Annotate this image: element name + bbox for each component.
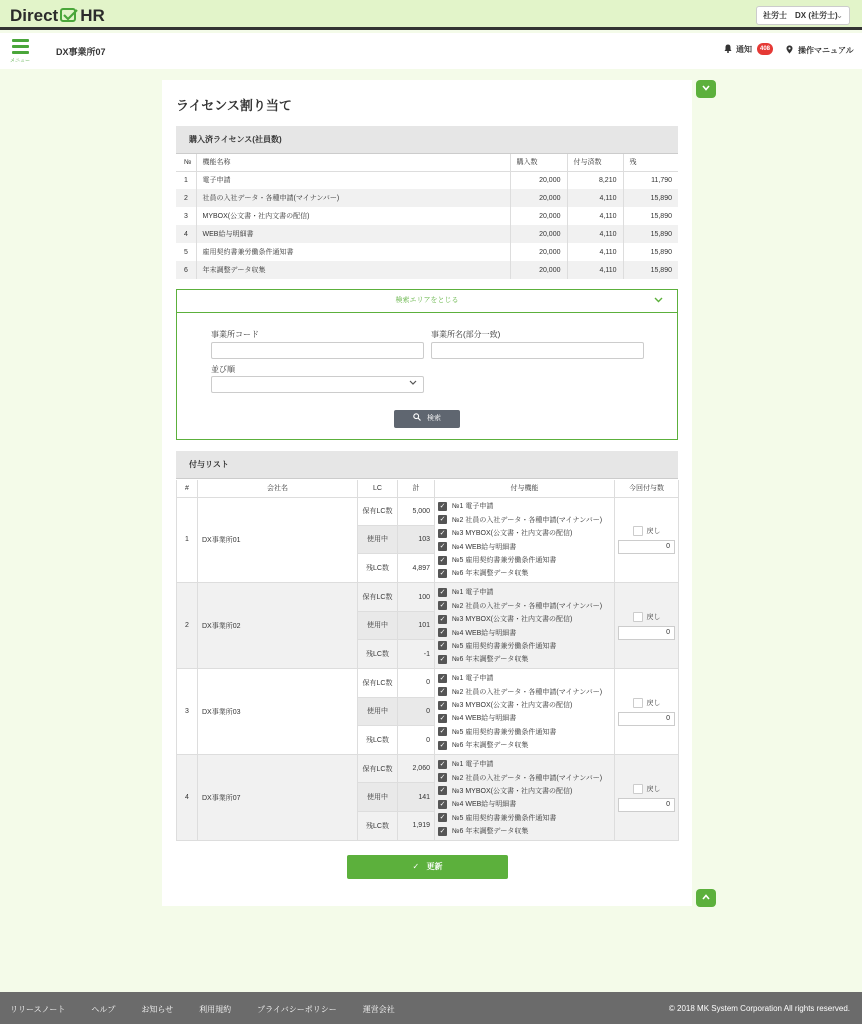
function-label: №1 電子申請 — [452, 589, 494, 597]
function-checkbox-item[interactable] — [438, 712, 612, 725]
function-label: №5 雇用契約書兼労働条件通知書 — [452, 814, 557, 822]
cell-company-name: DX事業所03 — [198, 669, 358, 755]
cell-granted: 4,110 — [567, 189, 623, 207]
footer-link-terms[interactable]: 利用規約 — [199, 1005, 232, 1014]
cell-index: 4 — [177, 755, 198, 841]
checkbox-checked-icon[interactable]: ✓ — [439, 655, 446, 663]
checkbox-unchecked-icon[interactable] — [633, 526, 643, 536]
hamburger-icon-bar — [12, 45, 29, 48]
scroll-top-button[interactable] — [696, 889, 716, 907]
user-role-select[interactable] — [756, 6, 850, 25]
grant-qty-input[interactable]: 0 — [618, 540, 675, 554]
footer — [0, 992, 862, 1024]
function-checkbox-item[interactable] — [438, 685, 612, 698]
lc-held-label: 保有LC数 — [358, 583, 397, 611]
cell-lc-labels — [358, 669, 398, 755]
function-checkbox-item[interactable] — [438, 653, 612, 666]
checkbox-checked-icon[interactable]: ✓ — [439, 642, 446, 650]
function-checkbox-item[interactable] — [438, 757, 612, 770]
function-label: №4 WEB給与明細書 — [452, 801, 517, 809]
cell-function-name: 雇用契約書兼労働条件通知書 — [196, 243, 510, 261]
cell-index: 2 — [177, 583, 198, 669]
cell-grant-qty — [615, 583, 679, 669]
logo-text-right: HR — [80, 6, 105, 25]
cell-no: 3 — [184, 212, 188, 220]
checkbox-unchecked-icon[interactable] — [633, 612, 643, 622]
table-row — [177, 669, 679, 755]
cell-granted: 4,110 — [567, 207, 623, 225]
search-button-label: 検索 — [426, 415, 441, 422]
cell-functions — [435, 669, 615, 755]
user-role-label: 社労士 DX (社労士) — [763, 11, 838, 20]
footer-links — [10, 1004, 421, 1015]
collapse-down-button[interactable] — [696, 80, 716, 98]
col-index: # — [177, 480, 198, 497]
grant-section-heading: 付与リスト — [176, 451, 678, 479]
checkbox-checked-icon[interactable]: ✓ — [439, 760, 446, 768]
lc-remain-label: 残LC数 — [366, 822, 389, 830]
function-checkbox-item[interactable] — [438, 500, 612, 513]
cell-functions — [435, 497, 615, 583]
cell-grant-qty — [615, 669, 679, 755]
function-label: №1 電子申請 — [452, 675, 494, 683]
lc-remain-value: 1,919 — [412, 822, 430, 830]
lc-remain-value: 4,897 — [412, 564, 430, 572]
cell-granted: 4,110 — [567, 243, 623, 261]
checkbox-checked-icon[interactable]: ✓ — [439, 569, 446, 577]
cell-index: 3 — [177, 669, 198, 755]
function-checkbox-item[interactable] — [438, 824, 612, 837]
update-button[interactable] — [347, 855, 508, 879]
office-name-label: 事業所名(部分一致) — [431, 330, 501, 339]
lc-held-label: 保有LC数 — [358, 669, 397, 697]
checkbox-checked-icon[interactable]: ✓ — [439, 827, 446, 835]
col-grant-qty: 今回付与数 — [615, 480, 679, 497]
cell-remaining: 15,890 — [623, 243, 678, 261]
table-row — [177, 497, 679, 583]
checkbox-checked-icon[interactable]: ✓ — [439, 556, 446, 564]
return-label: 戻し — [646, 699, 661, 707]
hamburger-icon-bar — [12, 51, 29, 54]
table-row — [177, 583, 679, 669]
current-office-name: DX事業所07 — [56, 47, 106, 57]
function-checkbox-item[interactable] — [438, 639, 612, 652]
copyright: © 2018 MK System Corporation All rights reserved. — [668, 1004, 850, 1013]
sort-label: 並び順 — [211, 365, 235, 374]
cell-no: 2 — [176, 189, 196, 207]
manual-link[interactable] — [786, 45, 854, 56]
page-title: ライセンス割り当て — [176, 98, 292, 113]
col-granted: 付与済数 — [567, 154, 623, 171]
lc-held-label: 保有LC数 — [358, 498, 397, 526]
logo-text-left: Direct — [10, 6, 59, 25]
cell-functions — [435, 755, 615, 841]
chevron-down-icon — [654, 290, 663, 312]
search-icon — [413, 416, 423, 423]
lc-held-label: 保有LC数 — [358, 755, 397, 783]
return-checkbox[interactable] — [618, 612, 675, 622]
cell-company-name: DX事業所01 — [198, 497, 358, 583]
lc-held-value: 0 — [398, 669, 434, 697]
lc-held-value: 100 — [398, 583, 434, 611]
cell-remaining: 15,890 — [623, 207, 678, 225]
footer-link-company[interactable]: 運営会社 — [362, 1005, 395, 1014]
map-pin-icon — [786, 45, 793, 56]
return-checkbox[interactable] — [618, 698, 675, 708]
return-checkbox[interactable] — [618, 526, 675, 536]
checkbox-checked-icon[interactable]: ✓ — [439, 688, 446, 696]
hamburger-icon — [12, 39, 29, 42]
function-label: №3 MYBOX(公文書・社内文書の配信) — [452, 530, 573, 538]
cell-remaining: 15,890 — [623, 189, 678, 207]
lc-used-value: 141 — [398, 783, 434, 811]
function-label: №6 年末調整データ収集 — [452, 656, 529, 664]
cell-grant-qty — [615, 755, 679, 841]
checkbox-checked-icon[interactable]: ✓ — [439, 615, 446, 623]
function-checkbox-item[interactable] — [438, 725, 612, 738]
cell-company-name: DX事業所07 — [198, 755, 358, 841]
cell-remaining: 11,790 — [623, 171, 678, 189]
checkbox-checked-icon[interactable]: ✓ — [439, 502, 446, 510]
checkbox-checked-icon[interactable]: ✓ — [439, 728, 446, 736]
cell-lc-totals — [398, 583, 435, 669]
lc-used-label: 使用中 — [358, 612, 397, 640]
function-label: №2 社員の入社データ・各種申請(マイナンバー) — [452, 688, 603, 696]
cell-functions — [435, 583, 615, 669]
lc-used-value: 103 — [398, 526, 434, 554]
chevron-down-icon: ⌄ — [836, 11, 843, 20]
cell-lc-totals — [398, 669, 435, 755]
lc-used-label: 使用中 — [358, 526, 397, 554]
checkbox-checked-icon[interactable]: ✓ — [439, 714, 446, 722]
function-checkbox-item[interactable] — [438, 567, 612, 580]
logo-mark-icon — [60, 8, 78, 24]
function-label: №5 雇用契約書兼労働条件通知書 — [452, 728, 557, 736]
chevron-up-icon — [702, 892, 710, 903]
cell-granted: 4,110 — [567, 261, 623, 279]
bell-icon — [724, 44, 732, 55]
menu-label: メニュー — [10, 58, 31, 64]
function-label: №1 電子申請 — [452, 503, 494, 511]
cell-purchased: 20,000 — [510, 225, 567, 243]
cell-grant-qty — [615, 497, 679, 583]
grant-table-header — [177, 480, 679, 497]
manual-label: 操作マニュアル — [798, 46, 854, 55]
cell-remaining: 15,890 — [623, 261, 678, 279]
cell-lc-totals — [398, 497, 435, 583]
table-row — [176, 171, 678, 189]
checkbox-checked-icon[interactable]: ✓ — [439, 602, 446, 610]
function-label: №6 年末調整データ収集 — [452, 828, 529, 836]
function-checkbox-item[interactable] — [438, 612, 612, 625]
function-label: №2 社員の入社データ・各種申請(マイナンバー) — [452, 516, 603, 524]
function-checkbox-item[interactable] — [438, 784, 612, 797]
col-purchased: 購入数 — [510, 154, 567, 171]
footer-link-news[interactable]: お知らせ — [141, 1005, 174, 1014]
license-section-heading: 購入済ライセンス(社員数) — [176, 126, 678, 154]
col-function-name: 機能名称 — [196, 154, 510, 171]
checkbox-checked-icon[interactable]: ✓ — [439, 529, 446, 537]
license-table-header — [176, 154, 678, 171]
search-area — [176, 289, 678, 440]
function-label: №5 雇用契約書兼労働条件通知書 — [452, 557, 557, 565]
office-code-input[interactable] — [211, 342, 424, 359]
update-button-label: 更新 — [426, 862, 443, 871]
lc-used-label: 使用中 — [358, 698, 397, 726]
checkbox-checked-icon[interactable]: ✓ — [439, 701, 446, 709]
cell-purchased: 20,000 — [510, 189, 567, 207]
grant-qty-input[interactable]: 0 — [618, 798, 675, 812]
sort-select[interactable] — [211, 376, 424, 393]
search-button[interactable] — [394, 410, 460, 428]
function-checkbox-item[interactable] — [438, 811, 612, 824]
checkbox-checked-icon[interactable]: ✓ — [439, 674, 446, 682]
notification-link[interactable] — [724, 43, 773, 55]
function-checkbox-item[interactable] — [438, 599, 612, 612]
col-no: № — [176, 154, 196, 171]
function-label: №2 社員の入社データ・各種申請(マイナンバー) — [452, 602, 603, 610]
return-label: 戻し — [646, 785, 661, 793]
function-checkbox-item[interactable] — [438, 698, 612, 711]
function-checkbox-item[interactable] — [438, 739, 612, 752]
license-table — [176, 154, 678, 279]
table-row — [176, 207, 678, 225]
function-label: №4 WEB給与明細書 — [452, 715, 517, 723]
lc-remain-value: 0 — [426, 736, 430, 744]
cell-function-name: WEB給与明細書 — [196, 225, 510, 243]
function-label: №1 電子申請 — [452, 761, 494, 769]
app-logo[interactable] — [10, 6, 105, 26]
function-checkbox-item[interactable] — [438, 586, 612, 599]
col-remaining: 残 — [623, 154, 678, 171]
return-checkbox[interactable] — [618, 784, 675, 794]
sub-header — [0, 33, 862, 69]
checkbox-checked-icon[interactable]: ✓ — [439, 516, 446, 524]
office-name-input[interactable] — [431, 342, 644, 359]
cell-purchased: 20,000 — [510, 261, 567, 279]
cell-purchased: 20,000 — [510, 243, 567, 261]
function-checkbox-item[interactable] — [438, 771, 612, 784]
footer-link-help[interactable]: ヘルプ — [91, 1005, 116, 1014]
top-bar — [0, 0, 862, 30]
chevron-down-icon — [409, 379, 417, 388]
checkbox-unchecked-icon[interactable] — [633, 698, 643, 708]
function-checkbox-item[interactable] — [438, 513, 612, 526]
footer-link-privacy[interactable]: プライバシーポリシー — [257, 1005, 337, 1014]
menu-button[interactable] — [10, 39, 30, 65]
cell-function-name: 電子申請 — [196, 171, 510, 189]
function-checkbox-item[interactable] — [438, 553, 612, 566]
cell-granted: 4,110 — [567, 225, 623, 243]
checkbox-checked-icon[interactable]: ✓ — [439, 588, 446, 596]
lc-remain-value: -1 — [423, 650, 430, 658]
lc-used-value: 101 — [398, 612, 434, 640]
office-code-label: 事業所コード — [211, 330, 259, 339]
cell-no: 6 — [176, 261, 196, 279]
table-row — [176, 261, 678, 279]
table-row — [177, 755, 679, 841]
grant-qty-input[interactable]: 0 — [618, 626, 675, 640]
cell-index: 1 — [177, 497, 198, 583]
function-label: №4 WEB給与明細書 — [452, 629, 517, 637]
cell-lc-totals — [398, 755, 435, 841]
notification-label: 通知 — [736, 44, 752, 54]
table-row — [176, 243, 678, 261]
cell-no: 1 — [184, 176, 188, 184]
cell-lc-labels — [358, 583, 398, 669]
cell-function-name: MYBOX(公文書・社内文書の配信) — [196, 207, 510, 225]
checkbox-checked-icon[interactable]: ✓ — [439, 741, 446, 749]
lc-remain-label: 残LC数 — [366, 737, 389, 745]
cell-granted: 8,210 — [567, 171, 623, 189]
chevron-down-icon — [702, 83, 710, 94]
cell-no: 5 — [184, 248, 188, 256]
lc-used-label: 使用中 — [358, 783, 397, 811]
function-checkbox-item[interactable] — [438, 798, 612, 811]
checkbox-checked-icon[interactable]: ✓ — [439, 814, 446, 822]
function-checkbox-item[interactable] — [438, 626, 612, 639]
checkbox-checked-icon[interactable]: ✓ — [439, 800, 446, 808]
checkbox-unchecked-icon[interactable] — [633, 784, 643, 794]
function-checkbox-item[interactable] — [438, 540, 612, 553]
table-row — [176, 189, 678, 207]
lc-remain-label: 残LC数 — [366, 565, 389, 573]
cell-purchased: 20,000 — [510, 171, 567, 189]
cell-company-name: DX事業所02 — [198, 583, 358, 669]
function-label: №6 年末調整データ収集 — [452, 742, 529, 750]
function-label: №3 MYBOX(公文書・社内文書の配信) — [452, 702, 573, 710]
col-total: 計 — [398, 480, 435, 497]
table-row — [176, 225, 678, 243]
function-label: №2 社員の入社データ・各種申請(マイナンバー) — [452, 774, 603, 782]
function-checkbox-item[interactable] — [438, 672, 612, 685]
cell-remaining: 15,890 — [623, 225, 678, 243]
notification-count-badge: 408 — [757, 43, 773, 55]
cell-function-name: 社員の入社データ・各種申請(マイナンバー) — [196, 189, 510, 207]
checkbox-checked-icon[interactable]: ✓ — [439, 629, 446, 637]
lc-used-value: 0 — [398, 698, 434, 726]
col-functions: 付与機能 — [435, 480, 615, 497]
search-toggle-label: 検索エリアをとじる — [395, 297, 459, 304]
cell-function-name: 年末調整データ収集 — [196, 261, 510, 279]
col-company-name: 会社名 — [198, 480, 358, 497]
lc-remain-label: 残LC数 — [366, 651, 389, 659]
function-label: №3 MYBOX(公文書・社内文書の配信) — [452, 787, 573, 795]
function-label: №3 MYBOX(公文書・社内文書の配信) — [452, 616, 573, 624]
checkbox-checked-icon[interactable]: ✓ — [439, 787, 446, 795]
return-label: 戻し — [646, 613, 661, 621]
cell-purchased: 20,000 — [510, 207, 567, 225]
lc-held-value: 2,060 — [398, 755, 434, 783]
check-icon: ✓ — [412, 862, 420, 871]
function-label: №6 年末調整データ収集 — [452, 570, 529, 578]
function-checkbox-item[interactable] — [438, 527, 612, 540]
grant-qty-input[interactable]: 0 — [618, 712, 675, 726]
checkbox-checked-icon[interactable]: ✓ — [439, 774, 446, 782]
col-lc: LC — [358, 480, 398, 497]
checkbox-checked-icon[interactable]: ✓ — [439, 543, 446, 551]
function-label: №4 WEB給与明細書 — [452, 543, 517, 551]
return-label: 戻し — [646, 527, 661, 535]
cell-lc-labels — [358, 497, 398, 583]
function-label: №5 雇用契約書兼労働条件通知書 — [452, 642, 557, 650]
lc-held-value: 5,000 — [398, 498, 434, 526]
main-card — [162, 80, 692, 906]
grant-table — [176, 480, 679, 841]
footer-link-release-notes[interactable]: リリースノート — [10, 1005, 66, 1014]
cell-no: 4 — [176, 225, 196, 243]
search-toggle[interactable] — [177, 290, 677, 313]
cell-lc-labels — [358, 755, 398, 841]
